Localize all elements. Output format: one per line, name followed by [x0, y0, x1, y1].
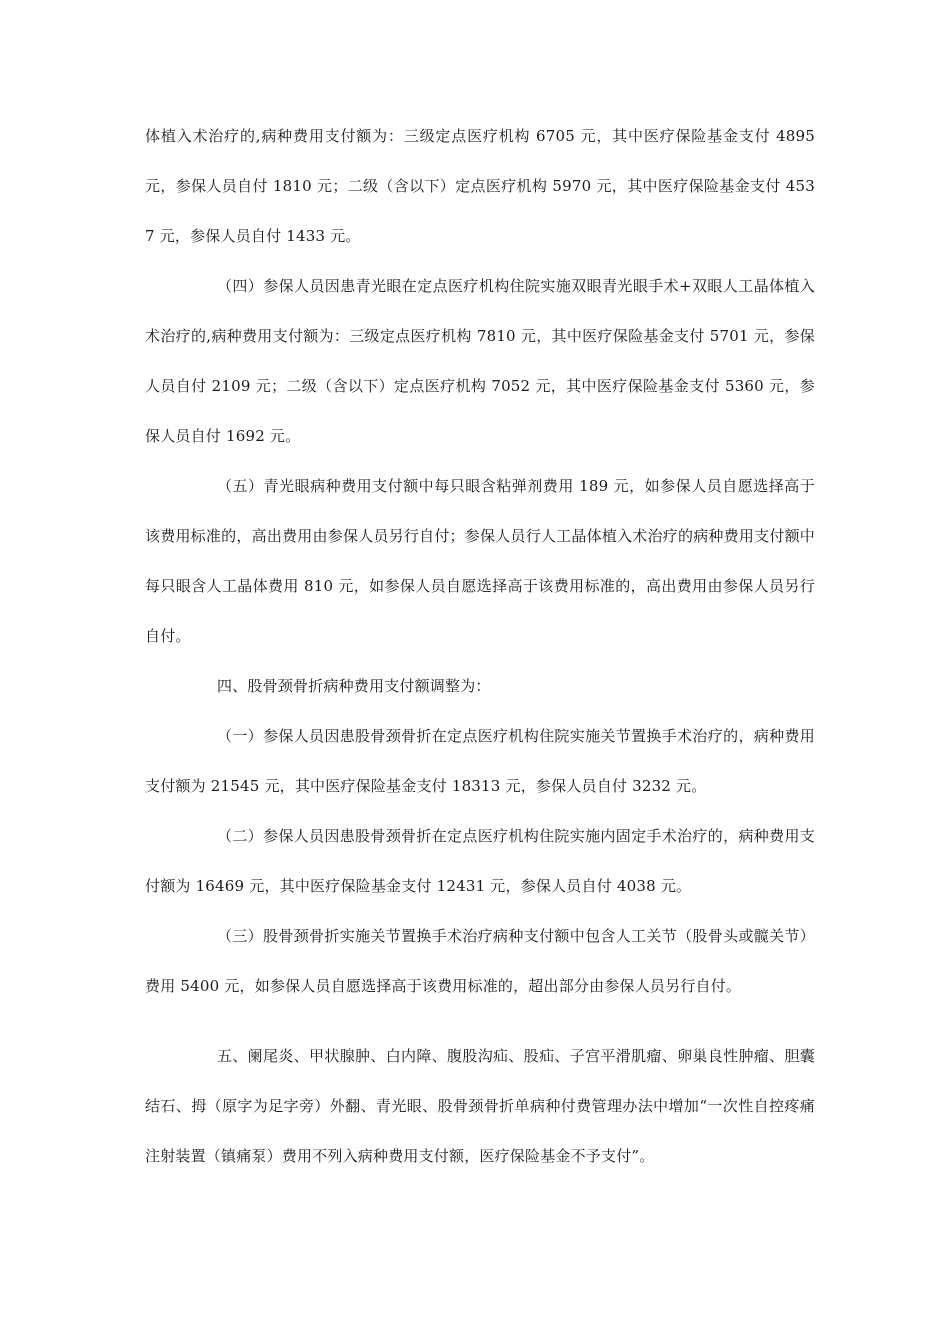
- paragraph-item-4: （四）参保人员因患青光眼在定点医疗机构住院实施双眼青光眼手术+双眼人工晶体植入术治疗的,病种费用支付额为：三级定点医疗机构 7810 元，其中医疗保险基金支付 5701 元，参保人员自付 2109 元；二级（含以下）定点医疗机构 7052 元，其中医疗保险基金支付 5360 元，参保人员自付 1692 元。: [145, 277, 815, 445]
- paragraph-item-2: （二）参保人员因患股骨颈骨折在定点医疗机构住院实施内固定手术治疗的，病种费用支付额为 16469 元，其中医疗保险基金支付 12431 元，参保人员自付 4038 元。: [145, 827, 815, 895]
- paragraph-section-5: 五、阑尾炎、甲状腺肿、白内障、腹股沟疝、股疝、子宫平滑肌瘤、卵巢良性肿瘤、胆囊结石、拇（原字为足字旁）外翻、青光眼、股骨颈骨折单病种付费管理办法中增加“一次性自控疼痛注射装置（镇痛泵）费用不列入病种费用支付额，医疗保险基金不予支付”。: [145, 1047, 815, 1165]
- paragraph-item-5: （五）青光眼病种费用支付额中每只眼含粘弹剂费用 189 元，如参保人员自愿选择高于该费用标准的，高出费用由参保人员另行自付；参保人员行人工晶体植入术治疗的病种费用支付额中每只眼含人工晶体费用 810 元，如参保人员自愿选择高于该费用标准的，高出费用由参保人员另行自付。: [145, 477, 815, 645]
- section-heading-4: 四、股骨颈骨折病种费用支付额调整为：: [217, 677, 491, 695]
- paragraph-item-3: （三）股骨颈骨折实施关节置换手术治疗病种支付额中包含人工关节（股骨头或髋关节）费用 5400 元，如参保人员自愿选择高于该费用标准的，超出部分由参保人员另行自付。: [145, 927, 815, 995]
- paragraph-continued: 体植入术治疗的,病种费用支付额为：三级定点医疗机构 6705 元，其中医疗保险基金支付 4895 元，参保人员自付 1810 元；二级（含以下）定点医疗机构 5970 元，其中医疗保险基金支付 4537 元，参保人员自付 1433 元。: [145, 127, 815, 245]
- paragraph-item-1: （一）参保人员因患股骨颈骨折在定点医疗机构住院实施关节置换手术治疗的，病种费用支付额为 21545 元，其中医疗保险基金支付 18313 元，参保人员自付 3232 元。: [145, 727, 815, 795]
